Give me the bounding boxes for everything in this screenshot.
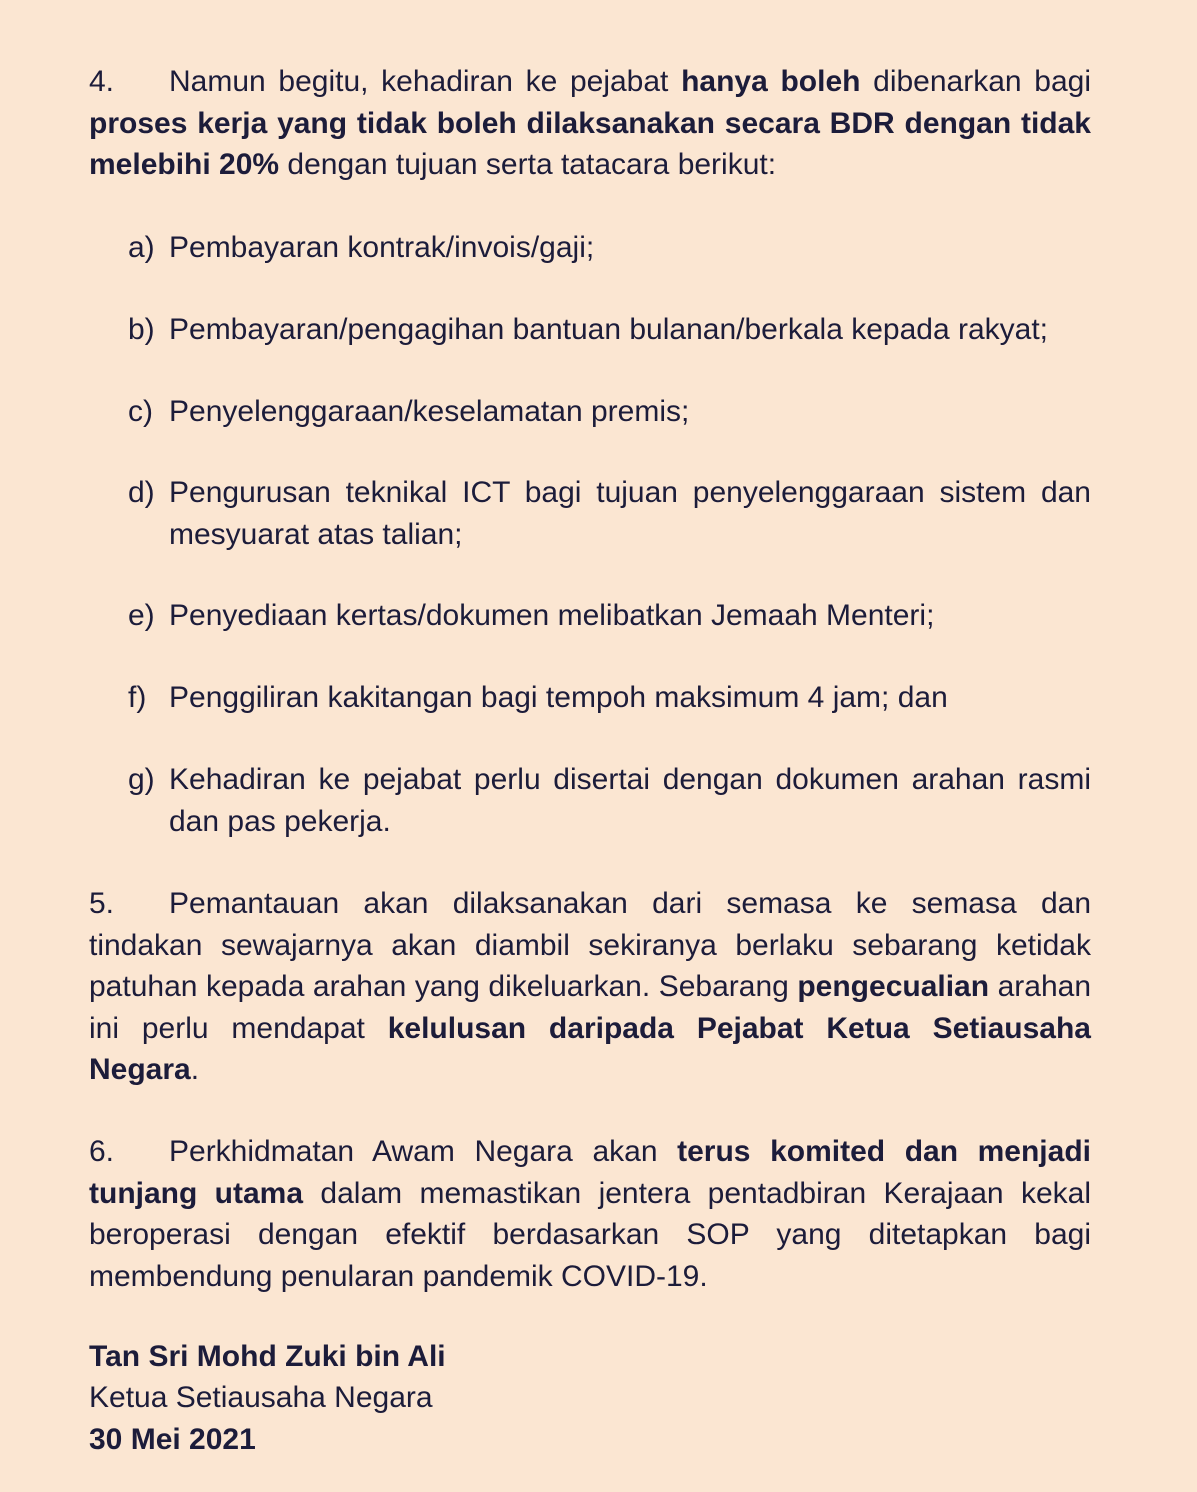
paragraph-text: Pemantauan akan dilaksanakan dari semasa ke semasa dan tindakan sewajarnya akan diambil sekiranya berlaku sebarang ketidak patuhan kepada arahan yang dikeluarkan. Sebarang xyxy=(89,887,1091,1003)
signature-date: 30 Mei 2021 xyxy=(89,1423,256,1456)
list-item-letter: b) xyxy=(128,313,155,346)
paragraph-text: dengan tujuan serta tatacara berikut: xyxy=(279,148,777,181)
paragraph-6 xyxy=(89,1131,1091,1297)
paragraph-text: dibenarkan bagi xyxy=(860,65,1091,98)
list-item xyxy=(128,595,1091,637)
list-item xyxy=(128,472,1091,555)
paragraph-bold-text: kelulusan daripada Pejabat Ketua Setiausaha Negara xyxy=(89,1011,1091,1086)
list-item-text: Kehadiran ke pejabat perlu disertai dengan dokumen arahan rasmi dan pas pekerja. xyxy=(169,763,1091,838)
list-item-text: Penyelenggaraan/keselamatan premis; xyxy=(169,395,690,428)
paragraph-bold-text: hanya boleh xyxy=(681,65,861,98)
list-item-text: Penyediaan kertas/dokumen melibatkan Jemaah Menteri; xyxy=(169,599,935,632)
paragraph-4 xyxy=(89,61,1091,186)
paragraph-text: . xyxy=(190,1053,200,1086)
list-item-text: Penggiliran kakitangan bagi tempoh maksimum 4 jam; dan xyxy=(169,681,948,714)
paragraph-bold-text: terus komited dan menjadi tunjang utama xyxy=(89,1135,1091,1210)
list-item xyxy=(128,759,1091,842)
list-item-letter: f) xyxy=(128,681,147,714)
paragraph-5 xyxy=(89,883,1091,1091)
list-item xyxy=(128,309,1091,351)
paragraph-text: Perkhidmatan Awam Negara akan xyxy=(169,1135,678,1168)
paragraph-text: dalam memastikan jentera pentadbiran Kerajaan kekal beroperasi dengan efektif berdasarkan SOP yang ditetapkan bagi membendung penularan pandemik COVID-19. xyxy=(89,1176,1091,1293)
paragraph-bold-text: proses kerja yang tidak boleh dilaksanakan secara BDR dengan tidak melebihi 20% xyxy=(89,106,1091,181)
list-item xyxy=(128,227,1091,269)
paragraph-number: 4. xyxy=(89,65,115,98)
list-item-letter: e) xyxy=(128,599,155,632)
list-item-letter: c) xyxy=(128,395,153,428)
paragraph-number: 6. xyxy=(89,1135,115,1168)
list-item-text: Pembayaran kontrak/invois/gaji; xyxy=(169,231,595,264)
paragraph-bold-text: pengecualian xyxy=(797,970,990,1003)
signatory-name: Tan Sri Mohd Zuki bin Ali xyxy=(89,1340,446,1373)
list-item xyxy=(128,677,1091,719)
list-item-text: Pembayaran/pengagihan bantuan bulanan/berkala kepada rakyat; xyxy=(169,313,1048,346)
paragraph-text: arahan ini perlu mendapat xyxy=(89,970,1091,1045)
paragraph-number: 5. xyxy=(89,887,115,920)
signatory-position: Ketua Setiausaha Negara xyxy=(89,1381,433,1414)
paragraph-text: Namun begitu, kehadiran ke pejabat xyxy=(169,65,682,98)
list-item-text: Pengurusan teknikal ICT bagi tujuan penyelenggaraan sistem dan mesyuarat atas talian; xyxy=(169,476,1091,551)
list-item-letter: d) xyxy=(128,476,155,509)
list-item-letter: a) xyxy=(128,231,155,264)
list-item xyxy=(128,391,1091,433)
list-item-letter: g) xyxy=(128,763,155,796)
